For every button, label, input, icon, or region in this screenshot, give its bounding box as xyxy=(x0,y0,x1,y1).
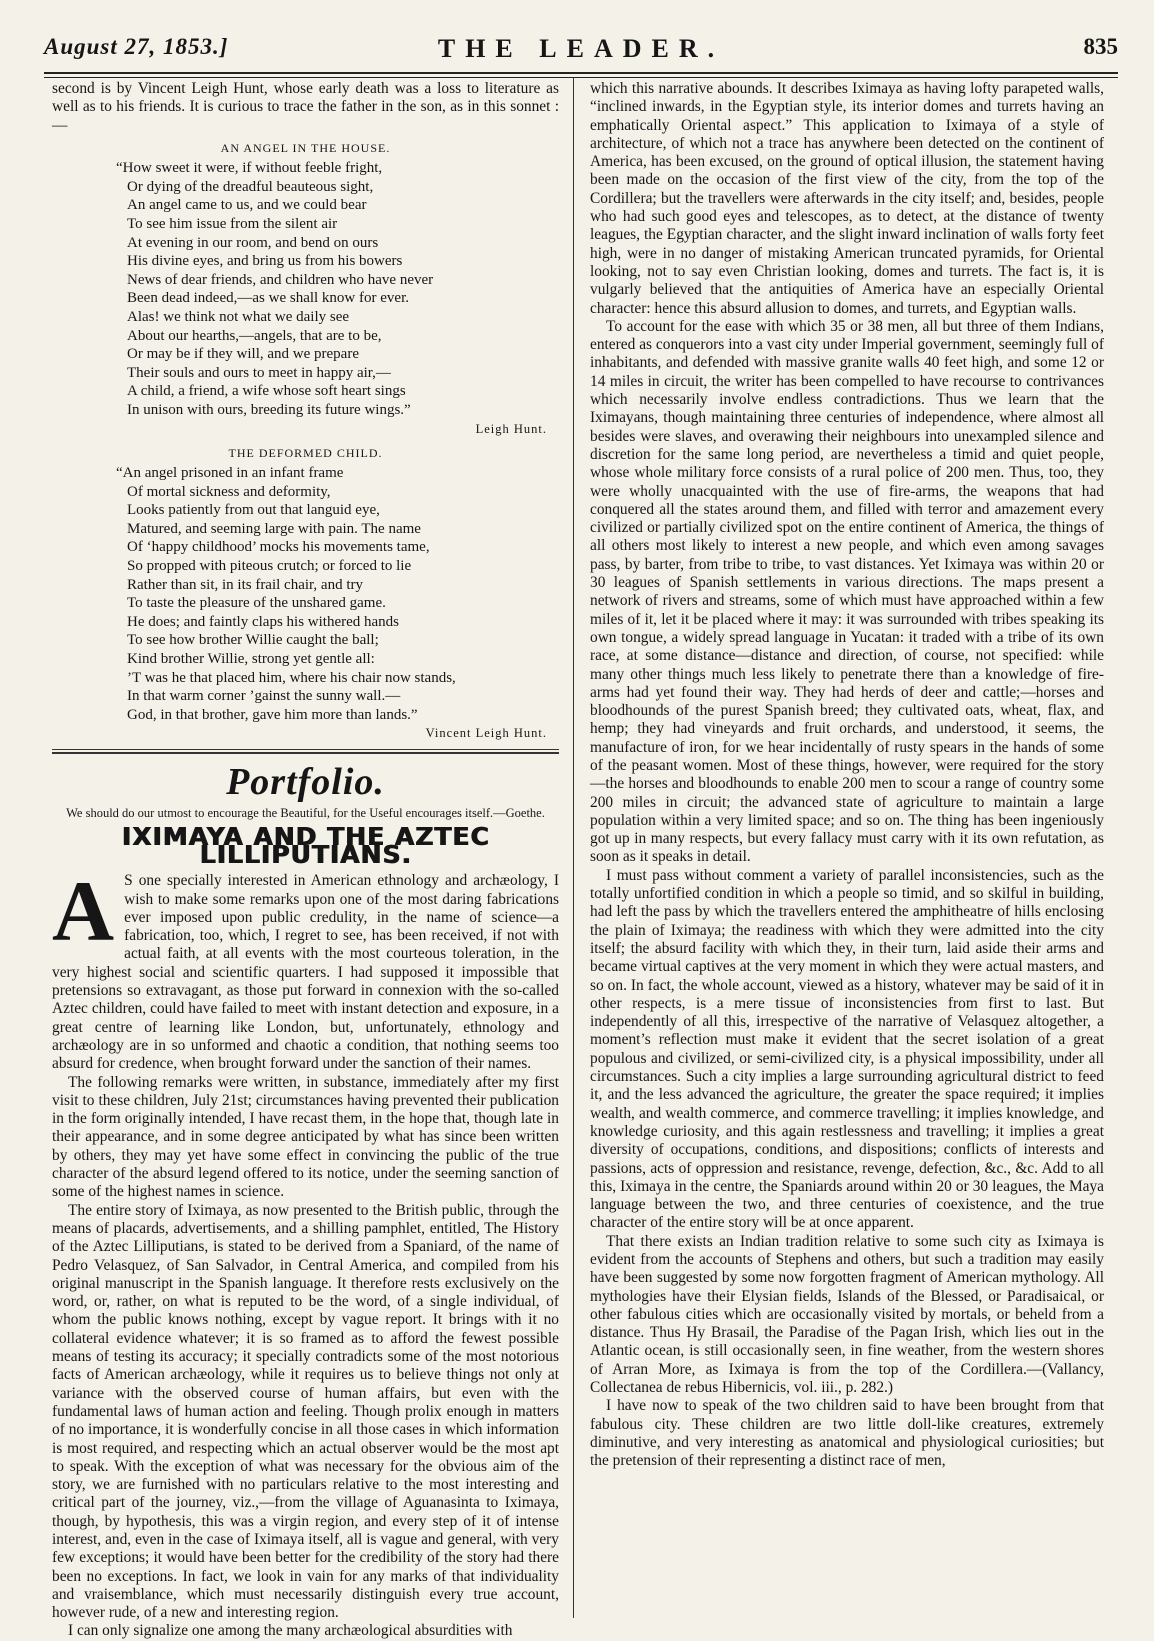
article-paragraph: To account for the ease with which 35 or 38 men, all but three of them Indians, entered as conquerors into a vast city under Imperial government, seemingly full of inhabitants, and defended with massive granite walls 40 feet high, and some 12 or 14 miles in circuit, the writer has been compelled to have recourse to contrivances which necessarily involve endless contradictions. Thus we learn that the Iximayans, though maintaining three centuries of independence, where almost all besides were slaves, and overawing their neighbours into unexampled silence and discretion for the same long period, are nevertheless a timid and quiet people, whose whole military force consists of a rural police of 200 men. Thus, too, they were wholly unacquainted with the use of fire-arms, the weapons that had conquered all the states around them, and filled with terror and amazement every civilized or partially civilized spot on the entire continent of America, the things of all others most likely to interest a new people, and which even among savages pass, by barter, from tribe to tribe, to vast distances. Yet Iximaya was within 20 or 30 leagues of Spanish settlements in various directions. The maps present a network of rivers and streams, some of which must have approached within a few miles of it, let it be placed where it may: it was surrounded with tribes speaking its own tongue, a widely spread language in Yucatan: it traded with a tribe of its own race, at some distance—distance and direction, of course, not specified: while many other things much less likely to penetrate there than a knowledge of fire-arms had yet found their way. They had herds of deer and cattle;—horses and bloodhounds of the purest Spanish breed; they cultivated oats, wheat, flax, and hemp; they had vineyards and fruit orchards, and understood, it seems, the manufacture of iron, for we hear incidentally of rusty spears in the hands of some of the peasant women. Most of these things, however, were required for the story—the horses and bloodhounds to enable 200 men to scour a range of country some 200 miles in circuit; the advanced state of agriculture to maintain a large population within a very limited space; and so on. The thing has been ingeniously got up in many respects, but every fallacy must carry with it its own refutation, as soon as it speaks in detail. xyxy=(590,317,1104,866)
poem-line: To see how brother Willie caught the ball; xyxy=(127,632,379,649)
poem-attribution: Vincent Leigh Hunt. xyxy=(425,726,547,741)
page-number: 835 xyxy=(1083,34,1118,59)
poem-line: Their souls and ours to meet in happy air,— xyxy=(127,364,391,381)
intro-paragraph: second is by Vincent Leigh Hunt, whose early death was a loss to literature as well as to his friends. It is curious to trace the father in the son, as in this sonnet :— xyxy=(52,80,559,134)
paragraph-text: S one specially interested in American ethnology and archæology, I wish to make some remarks upon one of the most daring fabrications ever imposed upon public credulity, in the name of science—a fabrication, too, which, I regret to see, has been received, if not with actual faith, at all events with the most courteous toleration, in the very highest social and scientific quarters. I had supposed it impossible that pretensions so extravagant, as those put forward in connexion with the so-called Aztec children, could have failed to meet with instant detection and exposure, in a great centre of learning like London, but, unfortunately, ethnology and archæology are in so unformed and chaotic a condition, that nothing seems too absurd for credence, when brought forward under the sanction of their names. xyxy=(52,872,559,1073)
poem-line: News of dear friends, and children who have never xyxy=(127,271,434,288)
left-column xyxy=(52,80,559,1641)
article-paragraph: The entire story of Iximaya, as now presented to the British public, through the means of placards, advertisements, and a shilling pamphlet, entitled, The History of the Aztec Lilliputians, is stated to be derived from a Spaniard, of the name of Pedro Velasquez, of San Salvador, in Central America, and compiled from his original manuscript in the Spanish language. It therefore rests exclusively on the word, or, rather, on what is reputed to be the word, of a single individual, of whom the public knows nothing, except by vague report. It brings with it no collateral evidence whatever; it is so framed as to afford the fewest possible means of testing its accuracy; it specially contradicts some of the most notorious facts of American archæology, while it requires us to believe things not only at variance with the observed course of human affairs, but even with the fundamental laws of human action and feeling. Though prolix enough in matters of no importance, it is wonderfully concise in all those cases in which information is most required, and respecting which an actual observer would be the most apt to speak. With the exception of what was necessary for the obvious aim of the story, we are furnished with no particulars relative to the most interesting and critical part of the journey, viz.,—from the village of Aguanasinta to Iximaya, though, by hypothesis, this was a virgin region, and every step of it of intense interest, and, even in the case of Iximaya itself, all is vague and general, with very few exceptions; it would have been better for the credibility of the story had there been no exceptions. In fact, we look in vain for any marks of that individuality and vraisemblance, which must necessarily distinguish every true account, however rude, of a new and interesting region. xyxy=(52,1201,559,1622)
poem-line: A child, a friend, a wife whose soft heart sings xyxy=(127,383,406,400)
drop-cap: A xyxy=(52,863,115,960)
poem-title: THE DEFORMED CHILD. xyxy=(228,445,383,460)
section-divider xyxy=(52,752,559,754)
poem-line: “How sweet it were, if without feeble fright, xyxy=(116,160,383,177)
poem-attribution: Leigh Hunt. xyxy=(475,421,547,436)
poem-line: God, in that brother, gave him more than lands.” xyxy=(127,706,418,723)
poem-line: Looks patiently from out that languid eye, xyxy=(127,502,380,519)
masthead: THE LEADER. xyxy=(437,34,725,63)
poem-line: At evening in our room, and bend on ours xyxy=(127,234,379,251)
poem-line: Of mortal sickness and deformity, xyxy=(127,483,331,500)
article-paragraph: I can only signalize one among the many archæological absurdities with xyxy=(68,1622,513,1640)
issue-date: August 27, 1853.] xyxy=(44,34,229,59)
article-paragraph: The following remarks were written, in substance, immediately after my first visit to these children, July 21st; circumstances having prevented their publication in the form originally intended, I have recast them, in the hope that, though late in their appearance, and in some degree anticipated by what has since been written by others, they may yet have some effect in convincing the public of the true character of the absurd legend offered to its notice, under the seeming sanction of some of the highest names in science. xyxy=(52,1073,559,1201)
article-paragraph: That there exists an Indian tradition relative to some such city as Iximaya is evident from the accounts of Stephens and others, but such a tradition may easily have been suggested by some now forgotten fragment of American mythology. All mythologies have their Elysian fields, Islands of the Blessed, or Paradisaical, or other fabulous cities which are occasionally visited by mortals, or beheld from a distance. Thus Hy Brasail, the Paradise of the Pagan Irish, which lies out in the Atlantic ocean, is still occasionally seen, in fine weather, from the western shores of Arran More, as Iximaya is from the top of the Cordillera.—(Vallancy, Collectanea de rebus Hibernicis, vol. iii., p. 282.) xyxy=(590,1232,1104,1397)
poem-title: AN ANGEL IN THE HOUSE. xyxy=(220,140,391,155)
article-paragraph: I have now to speak of the two children said to have been brought from that fabulous city. These children are two little doll-like creatures, extremely diminutive, and very interesting as anatomical and physiological curiosities; but the pretension of their representing a distinct race of men, xyxy=(590,1397,1104,1470)
column-divider xyxy=(573,78,574,1618)
poem-line: In unison with ours, breeding its future wings.” xyxy=(127,401,411,418)
poem-line: Rather than sit, in its frail chair, and try xyxy=(127,576,364,593)
poem-line: About our hearths,—angels, that are to be, xyxy=(127,327,382,344)
poem-line: So propped with piteous crutch; or forced to lie xyxy=(127,558,412,575)
poem-line: To see him issue from the silent air xyxy=(127,215,338,232)
article-title: IXIMAYA AND THE AZTEC LILLIPUTIANS. xyxy=(121,821,490,869)
header-rule xyxy=(44,72,1118,78)
poem-line: He does; and faintly claps his withered hands xyxy=(127,613,400,630)
poem-line: An angel came to us, and we could bear xyxy=(127,197,367,214)
article-paragraph: I must pass without comment a variety of parallel inconsistencies, such as the totally unfortified condition in which a people so timid, and so skilful in building, had left the pass by which the travellers entered the amphitheatre of hills enclosing the plain of Iximaya; the readiness with which they were admitted into the city itself; the absurd facility with which they, in their turn, laid aside their arms and became virtual captives at the very moment in which they were actual masters, and so on. In fact, the whole account, viewed as a history, whatever may be said of it in other respects, is a mere tissue of inconsistencies from first to last. But independently of all this, irrespective of the narrative of Velasquez altogether, a moment’s reflection must make it evident that the secret isolation of a great populous and civilized, or semi-civilized city, is a physical impossibility, under all circumstances. Such a city implies a large surrounding agricultural district to feed it, and the less advanced the agriculture, the greater the space required; it implies wealth, and wealth commerce, and commerce travelling; it implies knowledge, and knowledge curiosity, and this again restlessness and travelling; it implies a great diversity of occupations, conditions, and dispositions; conflicts of interests and passions, acts of oppression and resistance, revenge, defection, &c., &c. Add to all this, Iximaya in the centre, the Spaniards around within 20 or 30 leagues, the Maya language between the two, and three centuries of coexistence, and the true character of the entire story will be at once apparent. xyxy=(590,866,1104,1232)
section-heading: Portfolio. xyxy=(226,760,385,803)
poem-line: To taste the pleasure of the unshared game. xyxy=(127,595,386,612)
right-column xyxy=(590,80,1104,1471)
article-paragraph xyxy=(52,863,559,1073)
poem-angel-in-the-house xyxy=(116,159,559,419)
section-divider xyxy=(52,749,559,750)
poem-line: Of ‘happy childhood’ mocks his movements tame, xyxy=(127,539,430,556)
article-paragraph: which this narrative abounds. It describes Iximaya as having lofty parapeted walls, “inclined inwards, in the Egyptian style, its interior domes and turrets having an emphatically Oriental aspect.” This application to Iximaya of a style of architecture, of which not a trace has anywhere been detected on the continent of America, has been excused, on the ground of optical illusion, the statement having been made on the occasion of the first view of the city, from the top of the Cordillera; but the travellers were afterwards in the city itself; and, besides, people who had such good eyes and telescopes, as to detect, at the distance of twenty leagues, the Egyptian character, and the slight inward inclination of walls forty feet high, were in no danger of mistaking American truncated pyramids, for Oriental looking, not to say even Christian looking, domes and turrets. The fact is, it is vulgarly believed that the antiquities of America have an especially Oriental character: hence this absurd allusion to domes, and turrets, and Egyptian walls. xyxy=(590,80,1104,317)
poem-line: Or dying of the dreadful beauteous sight, xyxy=(127,178,374,195)
poem-line: In that warm corner ’gainst the sunny wall.— xyxy=(127,688,401,705)
poem-line: ’T was he that placed him, where his chair now stands, xyxy=(127,669,456,686)
poem-line: His divine eyes, and bring us from his bowers xyxy=(127,253,403,270)
poem-line: Matured, and seeming large with pain. The name xyxy=(127,520,421,537)
poem-deformed-child xyxy=(116,464,559,724)
poem-line: Been dead indeed,—as we shall know for ever. xyxy=(127,290,409,307)
page-header xyxy=(44,34,1118,74)
poem-line: “An angel prisoned in an infant frame xyxy=(116,465,344,482)
poem-line: Alas! we think not what we daily see xyxy=(127,308,350,325)
section-motto: We should do our utmost to encourage the Beautiful, for the Useful encourages itself.—Goethe. xyxy=(66,805,545,820)
poem-line: Kind brother Willie, strong yet gentle all: xyxy=(127,651,375,668)
poem-line: Or may be if they will, and we prepare xyxy=(127,346,359,363)
